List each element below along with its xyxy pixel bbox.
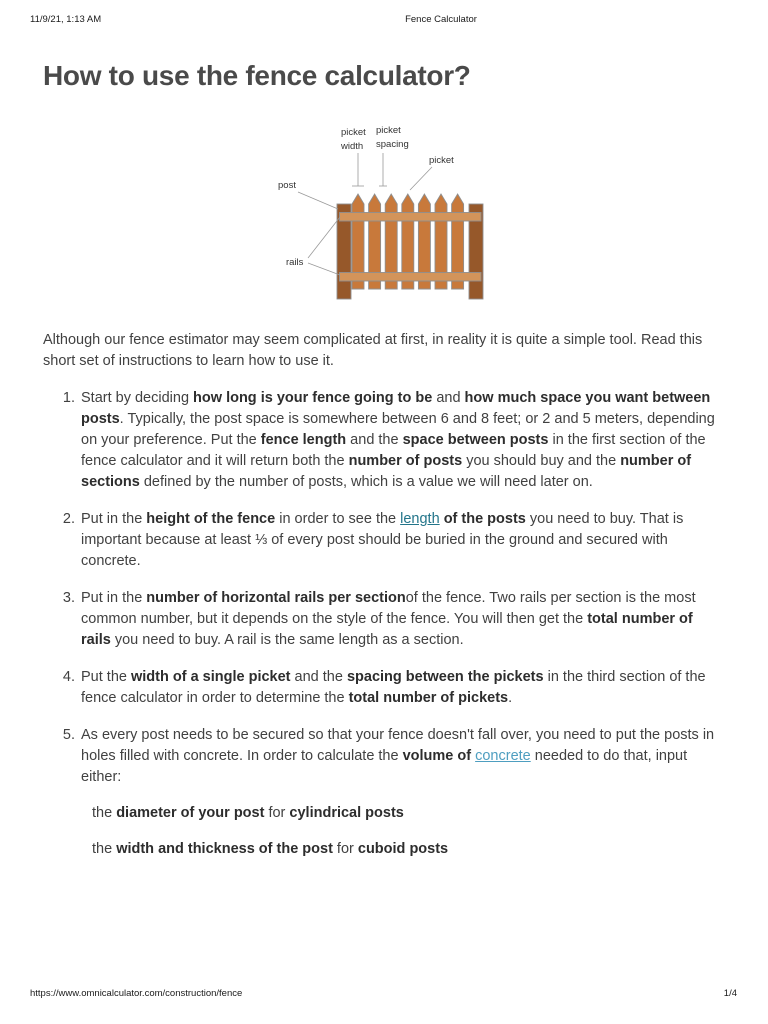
print-header [0,14,768,28]
post-leader-line [298,192,338,209]
picket-spacing-label-line1: picket [376,125,401,137]
sub-option [92,803,725,824]
picket-width-label-line2: width [341,141,364,153]
body-text: for [264,805,290,822]
rails-leader-line-bottom [308,263,340,275]
body-text: the [92,805,117,822]
print-footer [30,988,737,999]
bold-text: of the posts [443,511,526,528]
bold-text: width of a single picket [130,669,291,686]
instruction-step [79,388,725,493]
body-text: Put the [81,669,131,686]
bold-text: cylindrical posts [289,805,404,822]
picket-label: picket [429,155,454,167]
body-text: and [432,390,465,407]
bold-text: space between posts [402,432,549,449]
bold-text: fence length [260,432,347,449]
instruction-step [79,588,725,651]
body-text: Put in the [81,590,147,607]
fence-rail-top [340,213,482,222]
page-title: How to use the fence calculator? [43,60,471,91]
body-text: for [332,841,358,858]
length-link[interactable]: length [400,511,440,528]
body-text: defined by the number of posts, which is a value we will need later on. [139,474,593,491]
bold-text: number of posts [348,453,463,470]
bold-text: number of horizontal rails per section [146,590,406,607]
print-datetime: 11/9/21, 1:13 AM [30,14,102,25]
body-text: of the fence. Two rails per section is the most common number, but it depends on the style of the fence. You will then get the [81,590,696,628]
body-text: As every post needs to be secured so that your fence doesn't fall over, you need to put the posts in holes filled with concrete. In order to calculate the [81,727,715,765]
bold-text: total number of pickets [348,690,509,707]
article-content [43,60,725,860]
picket-width-label-line1: picket [341,127,366,139]
rails-label: rails [286,257,304,269]
print-page-number: 1/4 [723,988,737,999]
bold-text: height of the fence [146,511,276,528]
body-text: in the third section of the fence calculator in order to determine the [81,669,706,707]
bold-text: diameter of your post [116,805,265,822]
post-label: post [278,180,296,192]
bold-text: cuboid posts [357,841,449,858]
bold-text: width and thickness of the post [116,841,333,858]
instruction-step [79,725,725,860]
instruction-list [43,388,725,860]
body-text: . Typically, the post space is somewhere between 6 and 8 feet; or 2 and 5 meters, depending on your preference. Put the [81,411,715,449]
fence-diagram-svg [274,117,494,309]
instruction-step [79,667,725,709]
bold-text: how long is your fence going to be [193,390,433,407]
bold-text: how much space you want between posts [81,390,711,428]
print-source-url: https://www.omnicalculator.com/construction/fence [30,988,243,999]
body-text: and the [346,432,403,449]
body-text: Put in the [81,511,147,528]
bold-text: number of sections [81,453,692,491]
picket-leader-line [410,167,432,190]
body-text: in order to see the [275,511,401,528]
rails-leader-line-top [308,217,340,258]
sub-option [92,839,725,860]
body-text: you should buy and the [462,453,621,470]
body-text: Start by deciding [81,390,194,407]
body-text: you need to buy. A rail is the same length as a section. [110,632,464,649]
bold-text: spacing between the pickets [346,669,544,686]
picket-spacing-label-line2: spacing [376,139,409,151]
body-text: needed to do that, input either: [81,748,688,786]
fence-diagram-image [274,117,494,309]
fence-rail-bottom [340,273,482,282]
body-text: the [92,841,117,858]
body-text: . [508,690,513,707]
intro-paragraph: Although our fence estimator may seem complicated at first, in reality it is quite a simple tool. Read this short set of instructions to learn how to use it. [43,332,703,370]
body-text: and the [290,669,347,686]
bold-text: volume of [402,748,472,765]
print-doc-title: Fence Calculator [405,14,477,25]
body-text: in the first section of the fence calculator and it will return both the [81,432,706,470]
body-text: you need to buy. That is important because at least ⅓ of every post should be buried in the ground and secured with concrete. [81,511,684,570]
bold-text: total number of rails [81,611,693,649]
instruction-step [79,509,725,572]
concrete-link[interactable]: concrete [475,748,531,765]
